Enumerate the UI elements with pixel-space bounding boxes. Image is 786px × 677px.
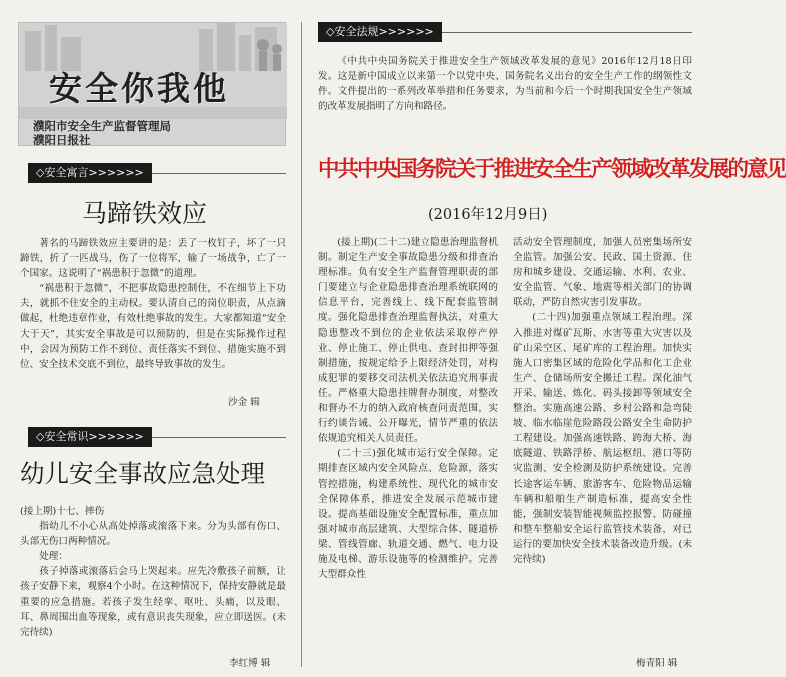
knowledge-title: 幼儿安全事故应急处理 bbox=[20, 459, 265, 488]
column-divider bbox=[301, 22, 302, 667]
section-tag-law: ◇安全法规>>>>>> bbox=[318, 22, 442, 42]
section-tag-fable: ◇安全寓言>>>>>> bbox=[28, 163, 152, 183]
masthead-banner bbox=[18, 22, 286, 146]
knowledge-signature: 李红博 辑 bbox=[229, 658, 271, 669]
section-rule bbox=[152, 173, 286, 174]
section-rule bbox=[442, 32, 692, 33]
law-intro-paragraph: 《中共中央国务院关于推进安全生产领域改革发展的意见》2016年12月18日印发。这是新中国成立以来第一个以党中央、国务院名义出台的安全生产工作的纲领性文件。文件提出的一系列改革举措和任务要求，为当前和今后一个时期我国安全生产领域的改革发展指明了方向和路径。 bbox=[318, 56, 692, 113]
law-paragraph: (二十四)加强重点领域工程治理。深入推进对煤矿瓦斯、水害等重大灾害以及矿山采空区、尾矿库的工程治理。加快实施人口密集区域的危险化学品和化工企业生产、仓储场所安全搬迁工程。深化油气开采、输送、炼化、码头接卸等领域安全整治。实施高速公路、乡村公路和急弯陡坡、临水临崖危险路段公路安全生命防护工程建设。加强高速铁路、跨海大桥、海底隧道、铁路浮桥、航运枢纽、港口等防灾监测、安全检测及防护系统建设。完善长途客运车辆、旅游客车、危险物品运输车辆和船舶生产制造标准，提高安全性能，强制安装智能视频监控报警、防碰撞和整车整船安全运行监管技术装备，对已运行的要加快安全技术装备改造升级。(未完待续) bbox=[513, 312, 692, 565]
section-tag-knowledge: ◇安全常识>>>>>> bbox=[28, 427, 152, 447]
fable-paragraph: 著名的马蹄铁效应主要讲的是：丢了一枚钉子，坏了一只蹄铁，折了一匹战马，伤了一位将军，输了一场战争，亡了一个国家。这说明了“祸患积于忽微”的道理。 bbox=[20, 238, 286, 280]
knowledge-paragraph: 孩子掉落或滚落后会马上哭起来。应先冷敷孩子前额，让孩子安静下来，观察4个小时。在这种情况下，保持安静就是最重要的应急措施。若孩子发生经挛、呕吐、头痛，以及眼、耳、鼻周围出血等现象，或有意识丧失现象，应立即送医。(未完待续) bbox=[20, 566, 286, 638]
knowledge-paragraph: 处理： bbox=[39, 551, 68, 563]
fable-signature: 沙金 辑 bbox=[228, 397, 260, 408]
knowledge-paragraph: 指幼儿不小心从高处掉落或滚落下来。分为头部有伤口、头部无伤口两种情况。 bbox=[20, 521, 286, 548]
knowledge-paragraph: (接上期)十七、摔伤 bbox=[20, 506, 105, 517]
fable-paragraph: “祸患积于忽微”，不把事故隐患控制住，不在细节上下功夫，就抓不住安全的主动权。要认清自己的岗位职责，从点滴做起，杜绝违章作业，有效杜绝事故的发生。大家都知道“安全大于天”，其实安全事故是可以预防的，但是在实际操作过程中，会因为预防工作不到位、责任落实不到位、措施实施不到位、安全技术交底不到位，最终导致事故的发生。 bbox=[20, 283, 286, 370]
masthead-organizations bbox=[33, 119, 171, 147]
masthead-title: 安全你我他 bbox=[49, 69, 229, 108]
law-intro bbox=[318, 54, 692, 114]
law-column-1 bbox=[318, 235, 498, 582]
law-title: 中共中央国务院关于推进安全生产领域改革发展的意见 bbox=[318, 157, 786, 182]
section-rule bbox=[152, 437, 286, 438]
fable-body bbox=[20, 236, 286, 372]
law-date: (2016年12月9日) bbox=[428, 207, 548, 223]
law-paragraph: (接上期)(二十二)建立隐患治理监督机制。制定生产安全事故隐患分级和排查治理标准。负有安全生产监督管理职责的部门要建立与企业隐患排查治理系统联网的信息平台，完善线上、线下配套监管制度。强化隐患排查治理监督执法，对重大隐患整改不到位的企业依法采取停产停业、停止施工、停止供电、查封扣押等强制措施，按规定给予上限经济处罚，对构成犯罪的要移交司法机关依法追究刑事责任。严格重大隐患挂牌督办制度，对整改和督办不力的纳入政府核查问责范围，实行约谈告诫、公开曝光，情节严重的依法依规追究相关人员责任。 bbox=[318, 237, 498, 445]
knowledge-body bbox=[20, 504, 286, 640]
law-paragraph: 活动安全管理制度，加强人员密集场所安全监管。加强公安、民政、国土资源、住房和城乡建设、交通运输、水利、农业、安全监管、气象、地震等相关部门的协调联动，严防自然灾害引发事故。 bbox=[513, 237, 692, 309]
masthead-org-line: 濮阳市安全生产监督管理局 bbox=[33, 119, 171, 133]
fable-title: 马蹄铁效应 bbox=[82, 199, 208, 228]
law-column-2 bbox=[513, 235, 692, 567]
masthead-org-line: 濮阳日报社 bbox=[33, 133, 91, 147]
law-signature: 梅青阳 辑 bbox=[636, 658, 678, 669]
law-paragraph: (二十三)强化城市运行安全保障。定期排查区域内安全风险点、危险源，落实管控措施，构建系统性、现代化的城市安全保障体系，推进安全发展示范城市建设。提高基础设施安全配置标准，重点加强对城市高层建筑、大型综合体、隧道桥梁、管线管廊、轨道交通、燃气、电力设施及电梯、游乐设施等的检测维护。完善大型群众性 bbox=[318, 448, 498, 581]
